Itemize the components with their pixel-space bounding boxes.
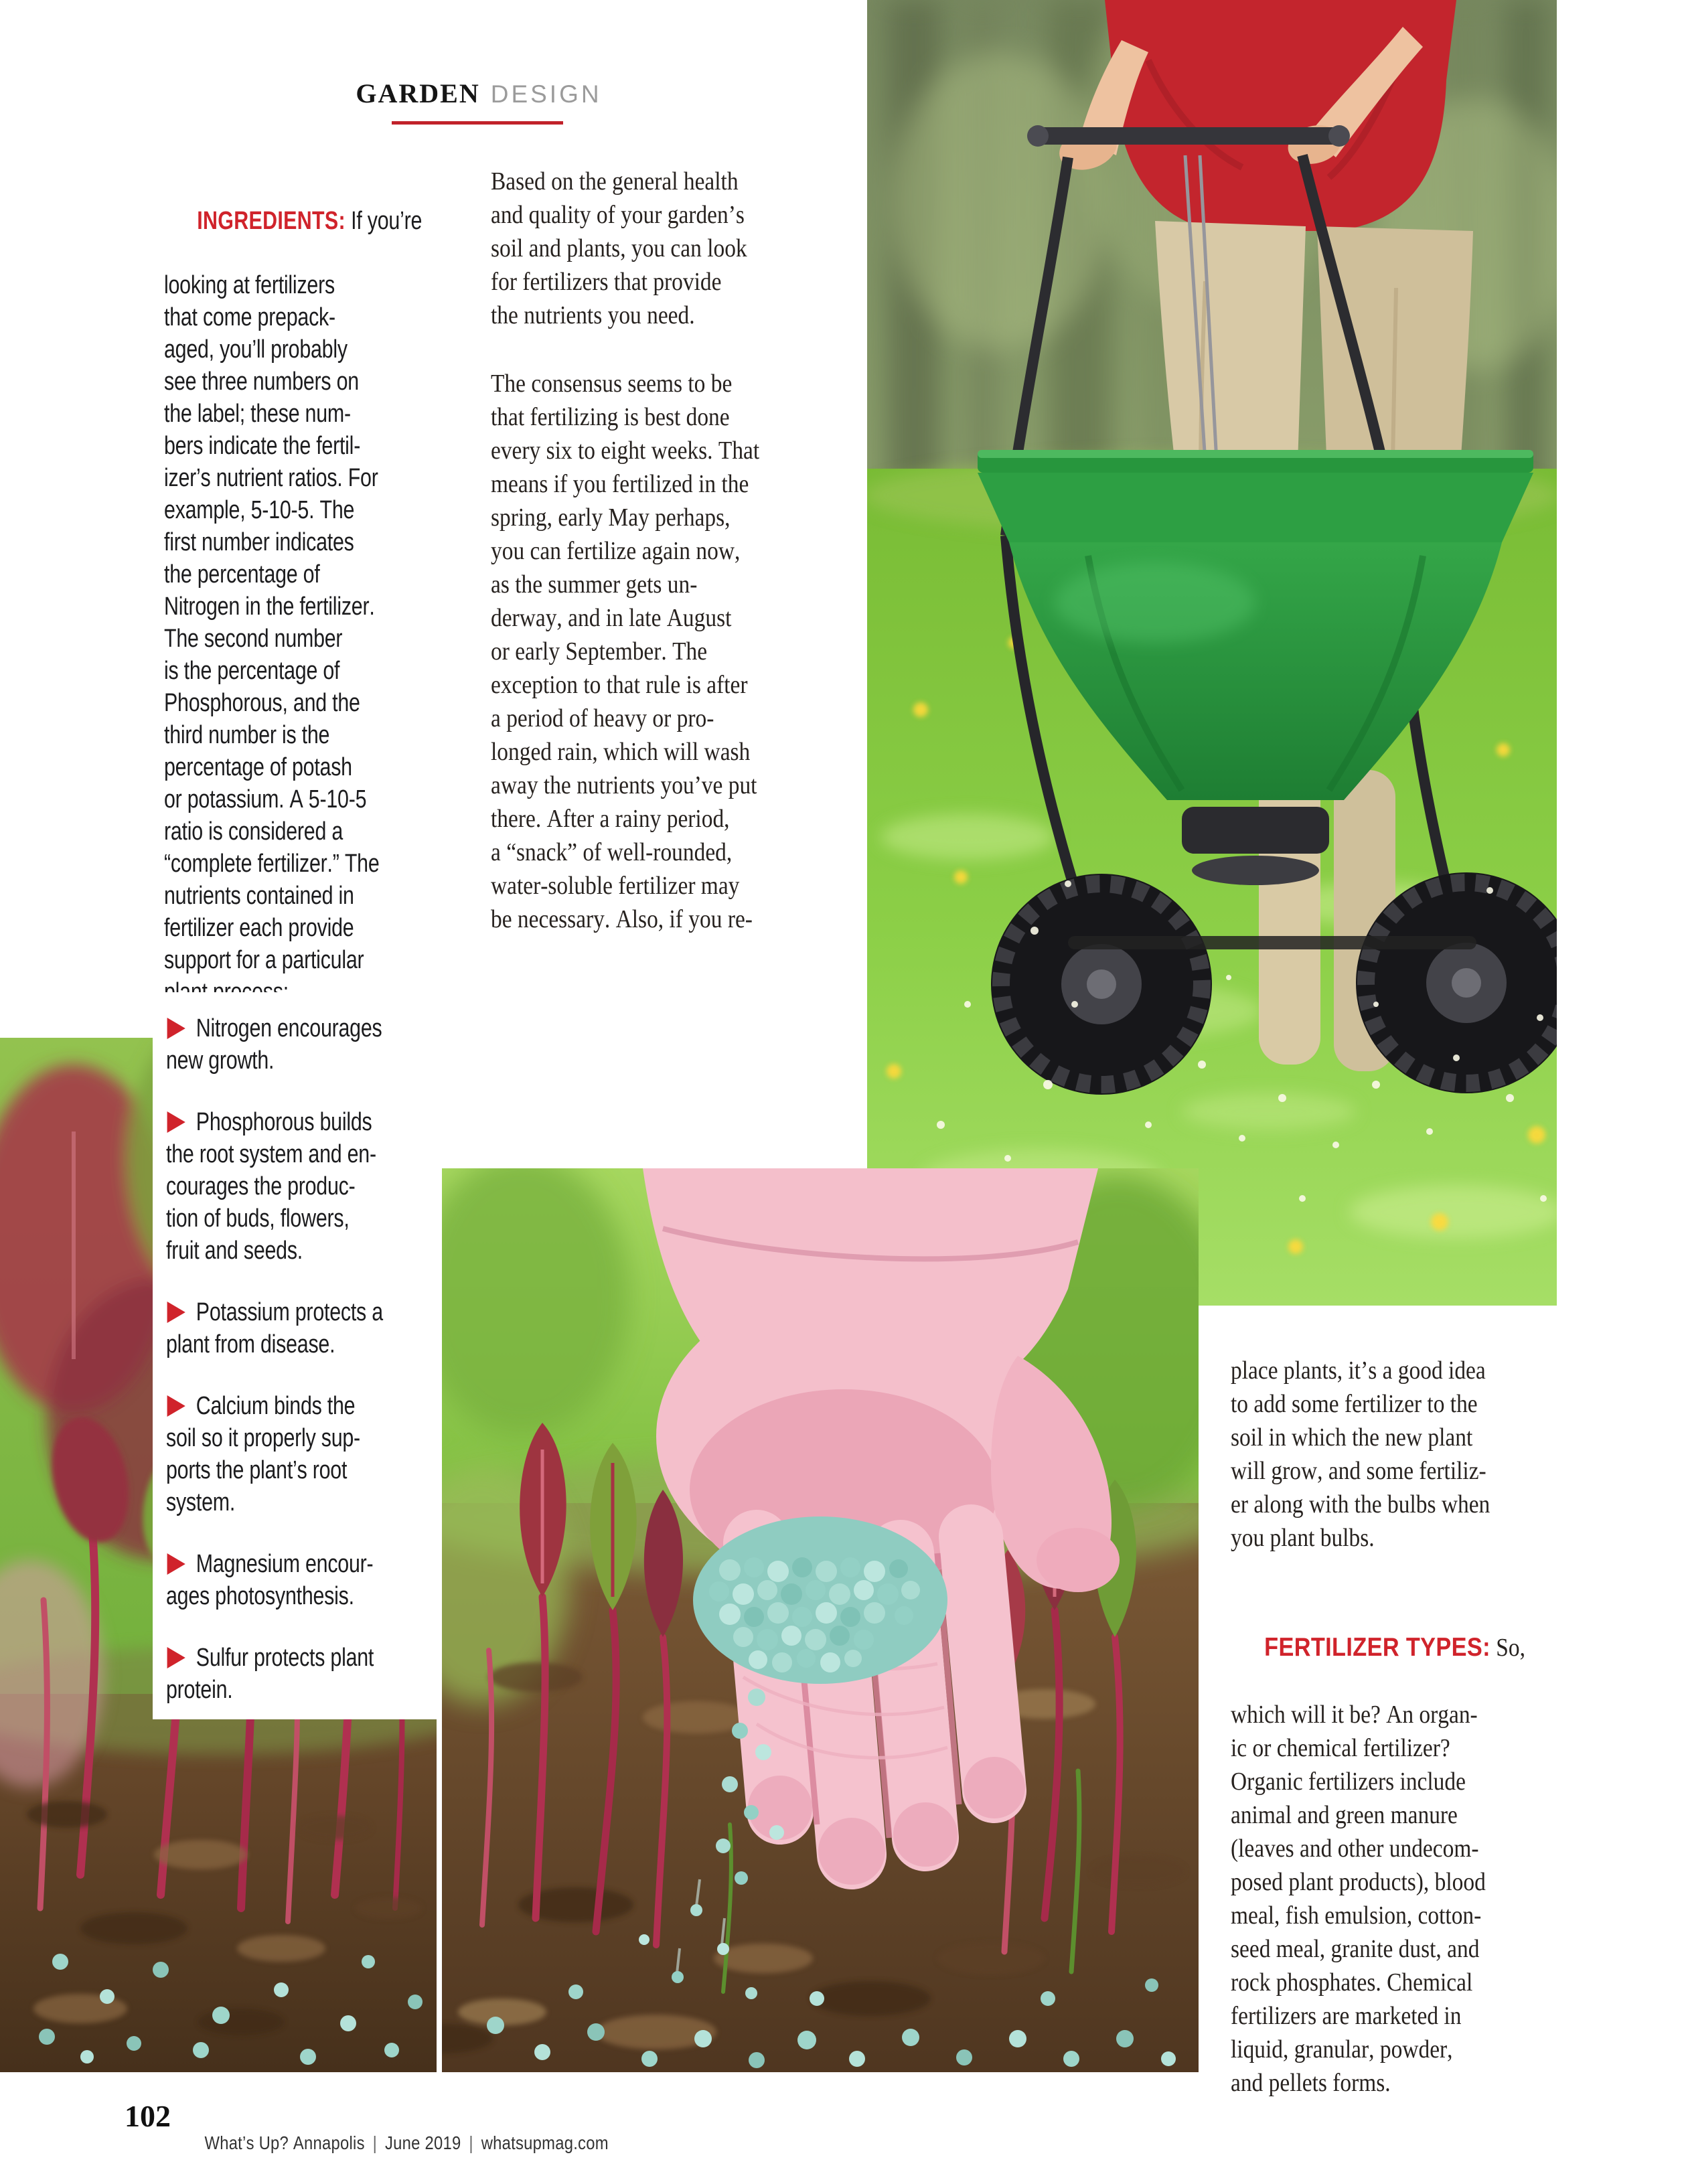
text-line: will grow, and some fertiliz- xyxy=(1231,1457,1486,1485)
text-line: you plant bulbs. xyxy=(1231,1524,1375,1552)
text-line: tion of buds, flowers, xyxy=(166,1204,350,1233)
text-line: as the summer gets un- xyxy=(491,570,698,599)
text-line: see three numbers on xyxy=(164,368,359,396)
text-line: Calcium binds the xyxy=(196,1392,356,1420)
text-line: third number is the xyxy=(164,721,330,749)
ingredients-body xyxy=(164,269,496,1008)
text-line: aged, you’ll probably xyxy=(164,335,348,364)
text-line: The second number xyxy=(164,625,343,653)
text-line: fertilizers are marketed in xyxy=(1231,2002,1462,2030)
ingredients-label: INGREDIENTS: xyxy=(197,207,346,235)
text-line: posed plant products), blood xyxy=(1231,1868,1486,1896)
text-line: Phosphorous, and the xyxy=(164,689,360,717)
text-line: and pellets forms. xyxy=(1231,2069,1391,2097)
fertilizer-types-lead-line: FERTILIZER TYPES: So, xyxy=(1264,1633,1525,1662)
text-line: ages photosynthesis. xyxy=(166,1582,354,1610)
middle-paragraph-2 xyxy=(491,367,880,936)
text-line: fruit and seeds. xyxy=(166,1237,303,1265)
text-line: spring, early May perhaps, xyxy=(491,503,731,532)
text-line: the root system and en- xyxy=(166,1140,376,1168)
text-line: or early September. The xyxy=(491,637,708,666)
section-header xyxy=(191,78,767,109)
column-ingredients xyxy=(164,173,496,1008)
text-line: looking at fertilizers xyxy=(164,271,335,299)
text-line: Sulfur protects plant xyxy=(196,1644,374,1672)
column-fertilizer-types xyxy=(1231,1354,1620,2100)
text-line: Based on the general health xyxy=(491,167,739,196)
text-line: new growth. xyxy=(166,1046,275,1075)
text-line: meal, fish emulsion, cotton- xyxy=(1231,1901,1482,1930)
footer-separator: | xyxy=(469,2132,473,2153)
bullet-nitrogen xyxy=(166,1012,455,1077)
text-line: that come prepack- xyxy=(164,303,335,331)
text-line: soil and plants, you can look xyxy=(491,234,747,262)
text-line: to add some fertilizer to the xyxy=(1231,1390,1478,1418)
bullet-triangle-icon xyxy=(167,1395,185,1417)
nutrient-bullet-box xyxy=(153,992,437,1719)
text-line: “complete fertilizer.” The xyxy=(164,850,380,878)
text-line: a period of heavy or pro- xyxy=(491,704,714,732)
bullet-sulfur xyxy=(166,1642,455,1706)
text-line: system. xyxy=(166,1488,236,1516)
text-line: liquid, granular, powder, xyxy=(1231,2035,1453,2063)
footer-website: whatsupmag.com xyxy=(481,2132,609,2153)
text-line: ic or chemical fertilizer? xyxy=(1231,1734,1450,1762)
text-line: there. After a rainy period, xyxy=(491,805,730,833)
text-line: Nitrogen in the fertilizer. xyxy=(164,593,375,621)
text-line: soil in which the new plant xyxy=(1231,1423,1473,1452)
text-line: that fertilizing is best done xyxy=(491,403,730,431)
bullet-phosphorous xyxy=(166,1106,455,1267)
text-line: seed meal, granite dust, and xyxy=(1231,1935,1480,1963)
bullet-triangle-icon xyxy=(167,1647,185,1668)
text-line: away the nutrients you’ve put xyxy=(491,771,757,799)
text-line: plant from disease. xyxy=(166,1330,335,1358)
text-line: nutrients contained in xyxy=(164,882,354,910)
section-title: GARDEN xyxy=(356,78,480,108)
spreader-photo xyxy=(867,0,1557,1306)
text-line: courages the produc- xyxy=(166,1172,356,1200)
middle-paragraph-1 xyxy=(491,165,880,332)
bullet-triangle-icon xyxy=(167,1553,185,1575)
bullet-potassium xyxy=(166,1296,455,1360)
text-line: ratio is considered a xyxy=(164,817,343,846)
text-line: support for a particular xyxy=(164,946,364,974)
text-line: example, 5-10-5. The xyxy=(164,496,355,524)
right-paragraph-1 xyxy=(1231,1354,1620,1555)
text-line: derway, and in late August xyxy=(491,604,732,632)
text-line: and quality of your garden’s xyxy=(491,201,745,229)
bullet-triangle-icon xyxy=(167,1111,185,1133)
bullet-triangle-icon xyxy=(167,1018,185,1039)
text-line: rock phosphates. Chemical xyxy=(1231,1968,1473,1997)
bullet-calcium xyxy=(166,1390,455,1518)
text-line: The consensus seems to be xyxy=(491,370,733,398)
column-middle xyxy=(491,165,880,936)
text-line: percentage of potash xyxy=(164,753,352,781)
ingredients-lead-line: INGREDIENTS: If you’re xyxy=(197,207,423,235)
text-line: er along with the bulbs when xyxy=(1231,1490,1490,1518)
text-line: exception to that rule is after xyxy=(491,671,748,699)
footer-magazine: What’s Up? Annapolis xyxy=(204,2132,365,2153)
text-line: fertilizer each provide xyxy=(164,914,354,942)
text-line: Magnesium encour- xyxy=(196,1550,374,1578)
text-line: animal and green manure xyxy=(1231,1801,1458,1829)
page-number: 102 xyxy=(125,2099,171,2133)
text-line: the nutrients you need. xyxy=(491,301,695,329)
text-line: Phosphorous builds xyxy=(196,1108,372,1136)
text-line: every six to eight weeks. That xyxy=(491,437,760,465)
text-line: first number indicates xyxy=(164,528,354,556)
text-line: is the percentage of xyxy=(164,657,340,685)
text-line: means if you fertilized in the xyxy=(491,470,749,498)
bullet-magnesium xyxy=(166,1548,455,1612)
spreader-handle xyxy=(1035,127,1343,145)
text-line: Nitrogen encourages xyxy=(196,1014,382,1042)
text-line: the label; these num- xyxy=(164,400,351,428)
text-line: which will it be? An organ- xyxy=(1231,1701,1478,1729)
footer-meta xyxy=(186,2111,609,2175)
text-line: soil so it properly sup- xyxy=(166,1424,360,1452)
text-line: ports the plant’s root xyxy=(166,1456,348,1484)
text-line: bers indicate the fertil- xyxy=(164,432,361,460)
text-line: protein. xyxy=(166,1676,233,1704)
bullet-triangle-icon xyxy=(167,1302,185,1323)
text-line: a “snack” of well-rounded, xyxy=(491,838,733,866)
text-line: or potassium. A 5-10-5 xyxy=(164,785,367,813)
text-line: longed rain, which will wash xyxy=(491,738,751,766)
text-line: water-soluble fertilizer may xyxy=(491,872,740,900)
text-line: for fertilizers that provide xyxy=(491,268,722,296)
section-subtitle: DESIGN xyxy=(490,80,602,108)
footer-separator: | xyxy=(372,2132,378,2153)
text-line: be necessary. Also, if you re- xyxy=(491,905,753,933)
footer-issue: June 2019 xyxy=(384,2132,461,2153)
text-line: (leaves and other undecom- xyxy=(1231,1835,1479,1863)
text-line: Potassium protects a xyxy=(196,1298,383,1326)
right-paragraph-2 xyxy=(1231,1698,1620,2100)
header-rule xyxy=(392,121,563,125)
glove-photo xyxy=(442,1168,1199,2072)
text-line: place plants, it’s a good idea xyxy=(1231,1356,1486,1385)
text-line: izer’s nutrient ratios. For xyxy=(164,464,378,492)
fertilizer-types-label: FERTILIZER TYPES: xyxy=(1264,1633,1490,1662)
text-line: Organic fertilizers include xyxy=(1231,1768,1466,1796)
text-line: you can fertilize again now, xyxy=(491,537,741,565)
nutrient-bullet-list xyxy=(166,1012,455,1706)
text-line: the percentage of xyxy=(164,560,320,589)
